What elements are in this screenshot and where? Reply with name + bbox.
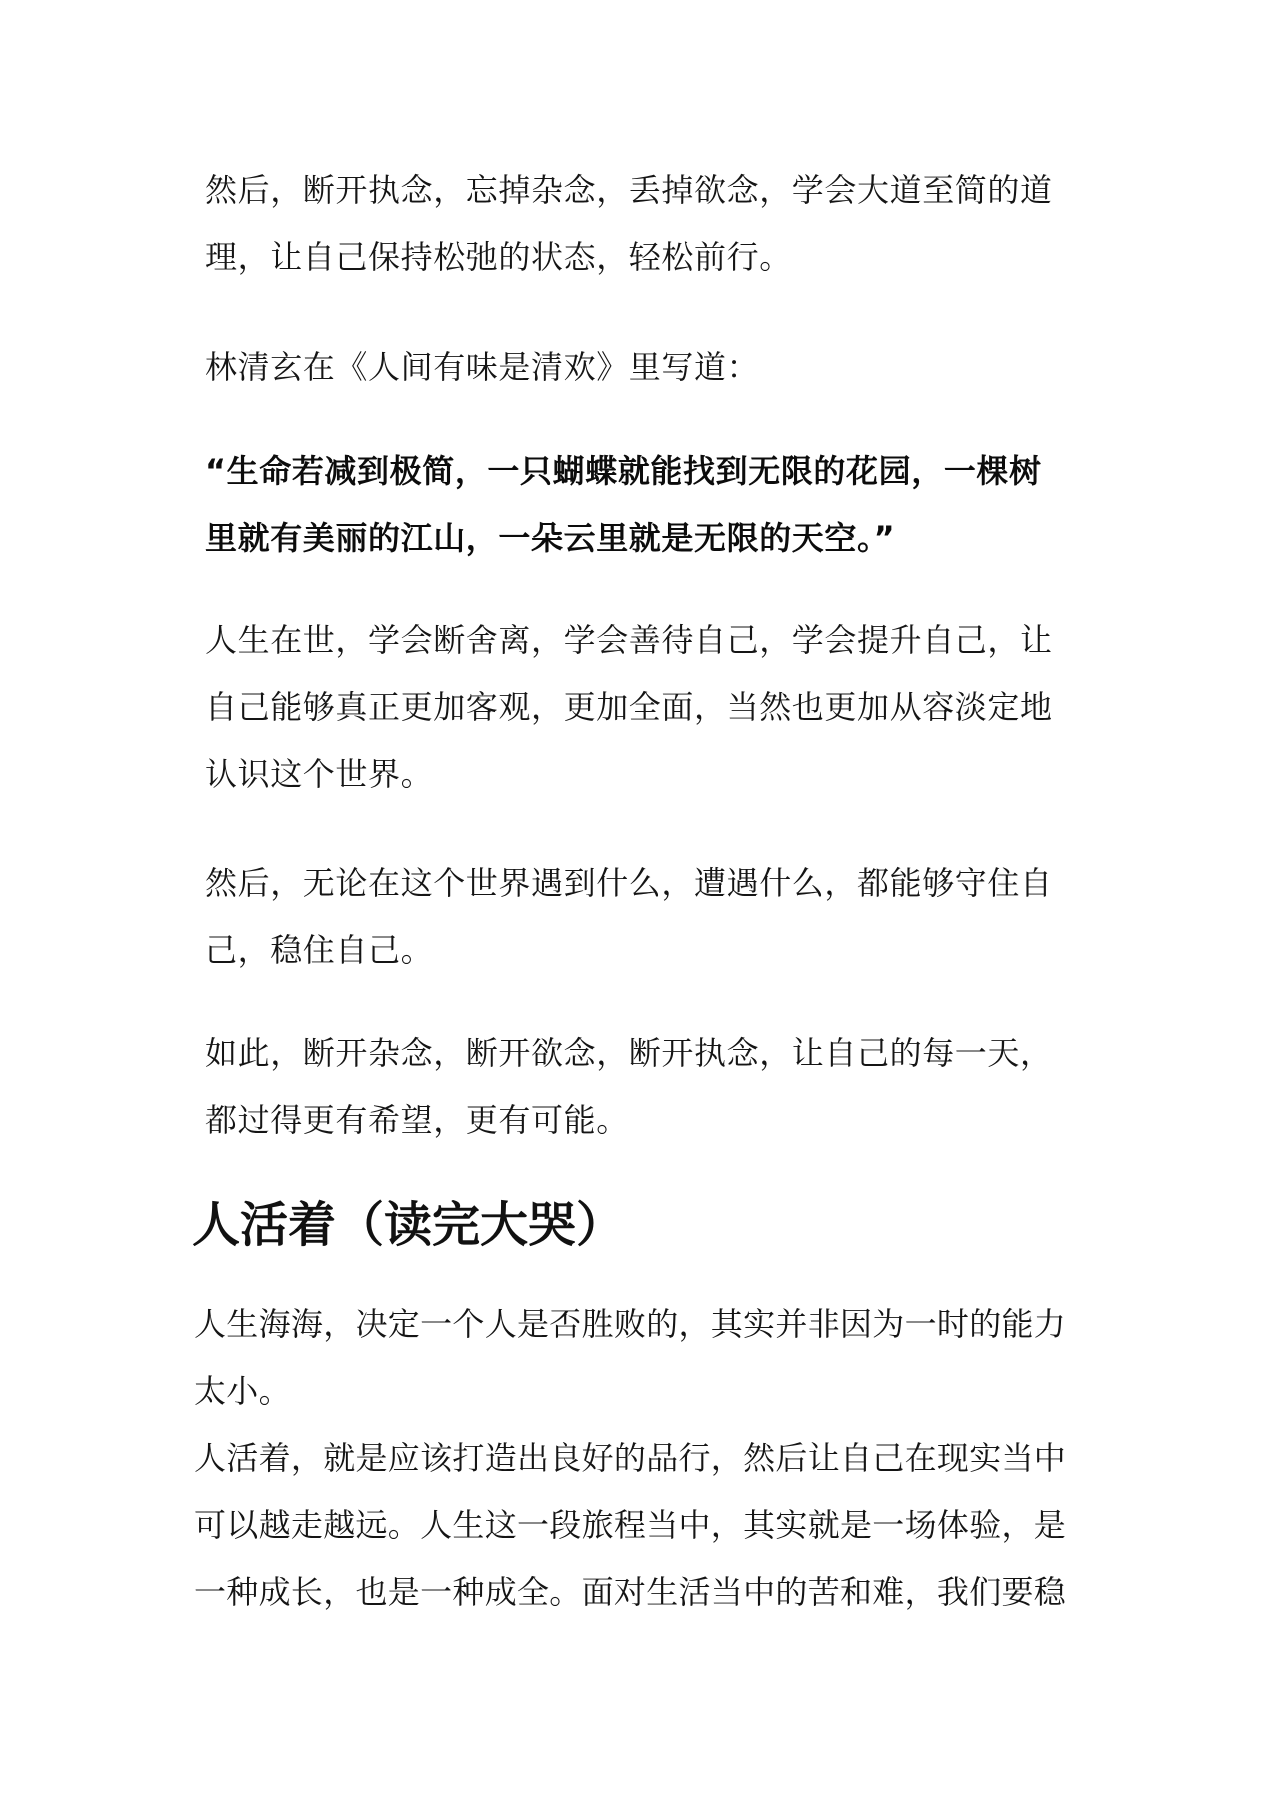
paragraph-line: 己，稳住自己。 [205,931,434,969]
paragraph [205,1020,1053,1154]
paragraph-line: 理，让自己保持松弛的状态，轻松前行。 [205,238,792,276]
paragraph-line: 人活着，就是应该打造出良好的品行，然后让自己在现实当中 [194,1439,1067,1477]
paragraph-line: 人生海海，决定一个人是否胜败的，其实并非因为一时的能力 [194,1305,1067,1343]
paragraph-line: 认识这个世界。 [205,755,434,793]
quote-line: “生命若减到极简，一只蝴蝶就能找到无限的花园，一棵树 [205,452,1042,490]
paragraph-line: 然后，无论在这个世界遇到什么，遭遇什么，都能够守住自 [205,864,1053,902]
paragraph-line: 如此，断开杂念，断开欲念，断开执念，让自己的每一天， [205,1034,1053,1072]
paragraph [205,607,1053,808]
paragraph-line: 自己能够真正更加客观，更加全面，当然也更加从容淡定地 [205,688,1053,726]
paragraph-line: 人生在世，学会断舍离，学会善待自己，学会提升自己，让 [205,621,1053,659]
paragraph [194,1425,1066,1626]
paragraph-line: 都过得更有希望，更有可能。 [205,1101,629,1139]
section-heading: 人活着（读完大哭） [192,1197,625,1253]
paragraph-line: 然后，断开执念，忘掉杂念，丢掉欲念，学会大道至简的道 [205,171,1053,209]
paragraph [194,1291,1066,1425]
paragraph-line: 林清玄在《人间有味是清欢》里写道： [205,348,760,386]
paragraph-line: 太小。 [194,1372,291,1410]
paragraph [205,334,759,401]
paragraph-line: 一种成长，也是一种成全。面对生活当中的苦和难，我们要稳 [194,1573,1067,1611]
paragraph [205,157,1053,291]
paragraph [205,850,1053,984]
paragraph-line: 可以越走越远。人生这一段旅程当中，其实就是一场体验，是 [194,1506,1067,1544]
quote-line: 里就有美丽的江山，一朵云里就是无限的天空。” [205,519,896,557]
quote-paragraph [205,438,1042,572]
